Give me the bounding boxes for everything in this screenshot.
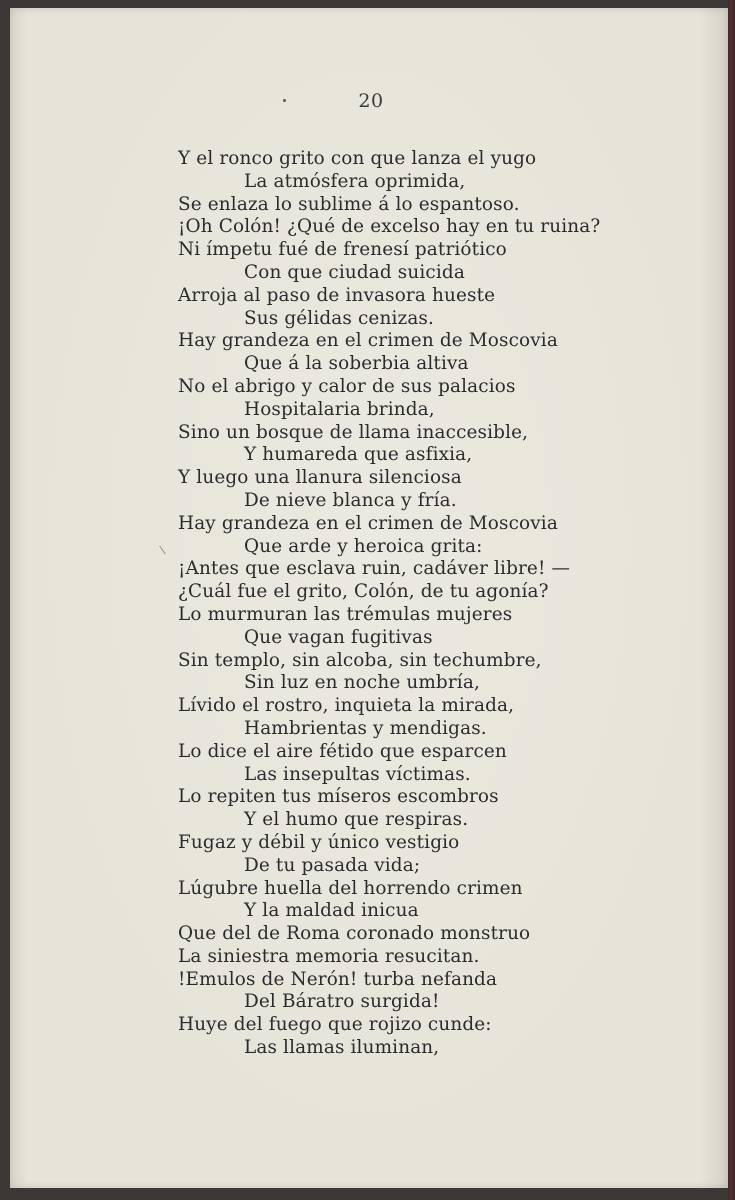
- poem-line: Que á la soberbia altiva: [244, 353, 469, 375]
- poem-line: Y el ronco grito con que lanza el yugo: [178, 148, 537, 169]
- poem-line: Que vagan fugitivas: [244, 626, 433, 648]
- poem-line: Que arde y heroica grita:: [244, 535, 483, 557]
- poem-line: De tu pasada vida;: [244, 854, 421, 876]
- poem-line: Del Báratro surgida!: [244, 991, 440, 1013]
- poem-line: Y humareda que asfixia,: [244, 444, 473, 466]
- book-page: [10, 8, 728, 1188]
- book-spine-edge: [728, 0, 735, 1200]
- poem-line: Se enlaza lo sublime á lo espantoso.: [178, 193, 520, 215]
- poem-line: Con que ciudad suicida: [244, 261, 465, 283]
- poem-line: Hambrientas y mendigas.: [244, 717, 487, 739]
- page-number: 20: [358, 90, 384, 112]
- poem-line: Sin luz en noche umbría,: [244, 672, 480, 694]
- poem-line: Y la maldad inicua: [244, 900, 419, 922]
- poem-line: Que del de Roma coronado monstruo: [178, 923, 531, 945]
- poem-line: La siniestra memoria resucitan.: [178, 945, 480, 967]
- poem-line: ¡Oh Colón! ¿Qué de excelso hay en tu ruina?: [178, 216, 601, 238]
- poem-line: De nieve blanca y fría.: [244, 489, 457, 511]
- poem-line: Fugaz y débil y único vestigio: [178, 831, 460, 853]
- poem-line: Lo dice el aire fétido que esparcen: [178, 740, 507, 762]
- poem-line: Las llamas iluminan,: [244, 1037, 440, 1059]
- poem-line: Lo murmuran las trémulas mujeres: [178, 603, 513, 625]
- poem-line: Las insepultas víctimas.: [244, 763, 471, 785]
- poem-line: Arroja al paso de invasora hueste: [178, 284, 496, 306]
- poem-line: Sino un bosque de llama inaccesible,: [178, 421, 529, 443]
- poem-line: ¿Cuál fue el grito, Colón, de tu agonía?: [178, 581, 549, 603]
- poem-line: Sin templo, sin alcoba, sin techumbre,: [178, 649, 542, 671]
- poem-line: Sus gélidas cenizas.: [244, 307, 435, 329]
- poem-line: ¡Antes que esclava ruin, cadáver libre! —: [178, 558, 571, 580]
- poem-line: Y luego una llanura silenciosa: [178, 467, 462, 489]
- margin-pencil-mark: [159, 546, 166, 555]
- poem-line: Hay grandeza en el crimen de Moscovia: [178, 512, 558, 534]
- poem-text-block: [178, 148, 698, 1060]
- poem-line: La atmósfera oprimida,: [244, 170, 466, 192]
- poem-line: Ni ímpetu fué de frenesí patriótico: [178, 239, 507, 261]
- poem-line: Hay grandeza en el crimen de Moscovia: [178, 330, 558, 352]
- poem-line: Hospitalaria brinda,: [244, 398, 435, 420]
- poem-line: No el abrigo y calor de sus palacios: [178, 375, 516, 397]
- poem-line: !Emulos de Nerón! turba nefanda: [178, 968, 498, 990]
- poem-line: Lívido el rostro, inquieta la mirada,: [178, 695, 515, 717]
- poem-line: Lo repiten tus míseros escombros: [178, 786, 499, 808]
- poem-line: Huye del fuego que rojizo cunde:: [178, 1014, 492, 1036]
- poem-line: Y el humo que respiras.: [244, 809, 469, 831]
- poem-line: Lúgubre huella del horrendo crimen: [178, 877, 523, 899]
